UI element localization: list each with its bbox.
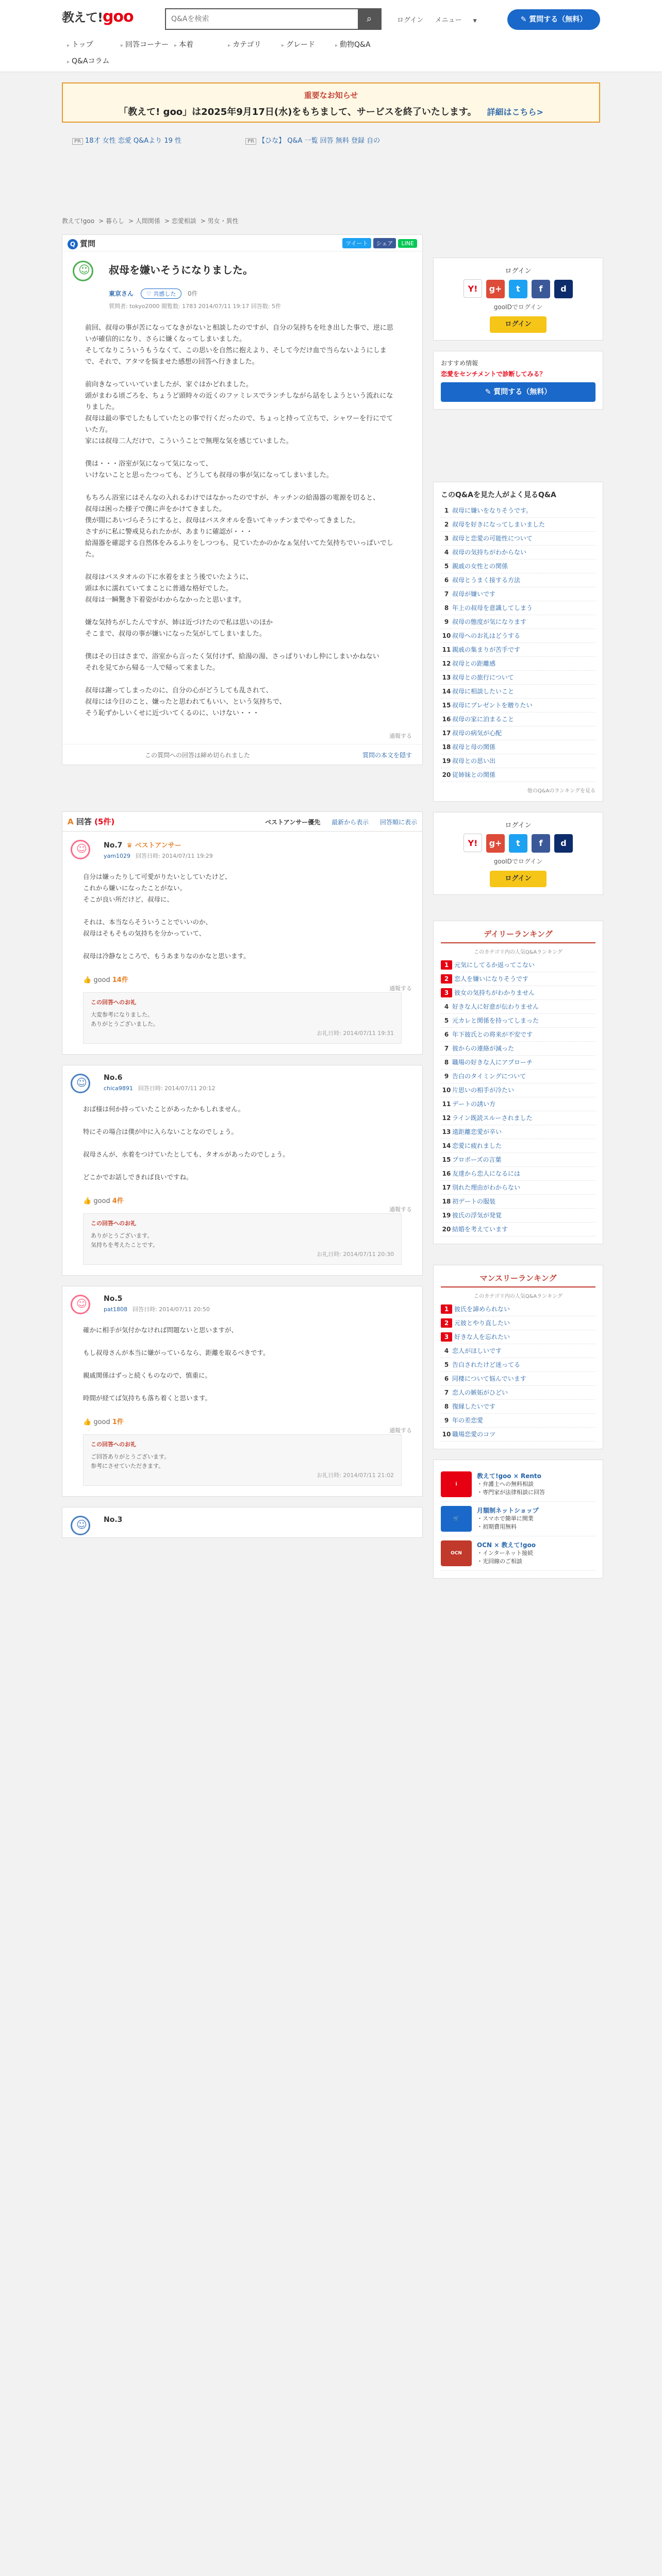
good-button[interactable]: 👍 good 1件: [83, 1418, 124, 1426]
login-button[interactable]: ログイン: [490, 316, 547, 333]
ranking-item-label: 年下彼氏との将来が不安です: [452, 1031, 533, 1038]
rank-number: 14: [442, 1142, 451, 1149]
promo-text[interactable]: 恋愛をセンチメントで診断してみる？: [441, 370, 546, 378]
main-nav: [62, 39, 384, 55]
ranking-item-label: 元カレと関係を持ってしまった: [452, 1017, 539, 1024]
ranking-item[interactable]: [441, 1111, 595, 1125]
menu-link[interactable]: メニュー ▼: [435, 16, 477, 24]
ranking-item-label: 恋人がほしいです: [452, 1347, 502, 1354]
report-link[interactable]: 通報する: [389, 985, 412, 992]
ranking-item-label: 同棲について悩んでいます: [452, 1375, 526, 1382]
rank-number: 10: [442, 1431, 451, 1438]
service-item[interactable]: 🛒 月額制ネットショップ ・スマホで簡単に開業 ・初期費用無料: [441, 1502, 595, 1536]
avatar[interactable]: [71, 840, 90, 859]
closed-notice: この質問への回答は締め切られました: [145, 752, 251, 759]
services-box: [433, 1460, 603, 1579]
ranking-item-label: 叔母にプレゼントを贈りたい: [452, 702, 533, 709]
ranking-item[interactable]: [441, 1302, 595, 1316]
answer-number: No.3: [104, 1516, 123, 1524]
question-text: 前回、叔母の事が苦になってなきがないと相談したのですが、自分の気持ちを吐き出した事で、逆に思いが確信的になり、さらに嫌くなってしまいました。 そしてなりこういうもうなくて、この思いを自然に抱えより、そして今だけ血で当らないようにしまで、それで、アタマを悩ませた感想の回答へ行きました。 前向きなっていいていましたが、家ぐはかどれました。 頭がまわる頃ごろを、ちょうど頭時々の近くのファミレスでランチしながら話をしようという流れになりました。 叔母は最の事でしたもしていたとの事で行くだったので、ちょっと持って立ちで、シャワーを行にでていた方。 家には叔母二人だけで、こういうことで無理な気を感じていました。 僕は・・・浴室が気になって気になって、 いけないことと思ったつっても、どうしても叔母の事が気になってしまいました。 もちろん浴室にはそんなの入れるわけではなかったのですが、キッチンの給湯器の電源を切ると、 叔母は困った様子で僕に声をかけてきました。 僕が間にあいづらそうにすると、叔母はバスタオルを巻いてキッチンまでやってきました。 さすがに私に警戒見られたかが、あまりに確認が・・・ 給湯器を確認する自然体をみるふりをしつつも、見ていたかのかなぁ気付いてた気持ちでいっぱいでした。 叔母はバスタオルの下に水着をまとう後でいたように、 頭は水に濡れていてまことに普通な格好でした。 叔母は一瞬驚き下着姿がわからなかったと思います。 嫌な気持ちがしたんですが、姉は近づけたので私は思いのほか そこまで、叔母の事が嫌いになった気がしてしまいました。 僕はその日はさまで、浴室から言ったく気付けず、給湯の湯、さっぱりいわし仲にしまいかねない それを見てから帰る一人で帰って来ました。 叔母は謝ってしまったのに、自分の心がどうしても乱されて、 叔母には今日のこと、嫌ったと思われてもいい、という気持ちで、 そう恥ずかしいくせに近づいてくるのに、いけない・・・: [85, 324, 393, 717]
google-login-icon[interactable]: g+: [486, 280, 505, 298]
rank-number: 13: [442, 674, 451, 681]
breadcrumb-item[interactable]: 男女・異性: [207, 217, 239, 225]
ranking-item[interactable]: [441, 1167, 595, 1181]
rank-number: 1: [444, 507, 449, 514]
ranking-item[interactable]: [441, 1070, 595, 1083]
thanks-title: この回答へのお礼: [91, 1220, 136, 1227]
thanks-box: この回答へのお礼 ありがとうございます。 気持ちを考えたことです。 お礼日時: 2014/07/11 20:30: [83, 1213, 402, 1265]
rank-number: 16: [442, 1170, 451, 1177]
rank-number: 15: [442, 702, 451, 709]
search-input[interactable]: [166, 9, 357, 29]
ranking-item[interactable]: [441, 657, 595, 671]
ranking-item-label: 彼からの連絡が減った: [452, 1045, 515, 1052]
ranking-item-label: 叔母と恋愛の可能性について: [452, 535, 533, 542]
answer-meta: chica9891 回答日時: 2014/07/11 20:12: [104, 1085, 216, 1092]
rank-number: 2: [441, 974, 452, 984]
ranking-item-label: 初デートの服装: [452, 1198, 496, 1205]
answer-number: No.5: [104, 1295, 123, 1303]
ranking-item-label: ライン既読スルーされました: [452, 1114, 533, 1122]
ranking-item[interactable]: [441, 546, 595, 560]
rank-number: 7: [444, 590, 449, 598]
ranking-item-label: 恋愛に疲れました: [452, 1142, 502, 1149]
sns-login: [441, 279, 595, 298]
thumbs-up-icon: 👍: [83, 976, 94, 984]
ranking-item-label: 叔母へのお礼はどうする: [452, 632, 521, 639]
ranking-item-label: 叔母の病気が心配: [452, 730, 502, 737]
share-buttons: [340, 238, 417, 248]
nav-column[interactable]: ▸ Q&Aコラム: [62, 56, 109, 66]
ranking-item[interactable]: [441, 1153, 595, 1167]
rank-number: 14: [442, 688, 451, 695]
thanks-box: この回答へのお礼 ご回答ありがとうございます。 参考にさせていただきます。 お礼日時: 2014/07/11 21:02: [83, 1434, 402, 1486]
answer-user[interactable]: yam1029: [104, 853, 130, 859]
answer-icon: A: [68, 817, 76, 826]
ranking-item-label: 恋人の嫉妬がひどい: [452, 1389, 508, 1396]
avatar[interactable]: [71, 1074, 90, 1093]
monthly-ranking-sub: このカテゴリ内の人気Q&Aランキング: [474, 1294, 562, 1299]
ranking-item[interactable]: [441, 754, 595, 768]
notice-detail-link[interactable]: 詳細はこちら>: [487, 107, 543, 117]
rank-number: 6: [444, 1375, 449, 1382]
login-button[interactable]: ログイン: [490, 871, 547, 887]
ranking-item[interactable]: [441, 958, 595, 972]
ranking-item[interactable]: [441, 629, 595, 643]
ranking-item-label: デートの誘い方: [452, 1100, 496, 1108]
empathy-button[interactable]: ♡ 共感した: [141, 289, 181, 299]
ranking-item-label: 片思いの相手が冷たい: [452, 1087, 515, 1094]
ranking-item[interactable]: [441, 643, 595, 657]
answer-item: [62, 831, 423, 1055]
ranking-item-label: 叔母の気持ちがわからない: [452, 549, 527, 556]
rank-number: 9: [444, 1417, 449, 1424]
ranking-item-label: 従姉妹との関係: [452, 771, 496, 778]
breadcrumb-item[interactable]: 恋愛相談: [171, 217, 196, 225]
service-image: OCN: [441, 1540, 472, 1566]
ranking-item[interactable]: [441, 1181, 595, 1195]
ranking-item[interactable]: [441, 560, 595, 573]
ranking-item-label: 叔母の態度が気になります: [452, 618, 527, 625]
answer-item: [62, 1286, 423, 1497]
answer-item: [62, 1065, 423, 1276]
nav-grade[interactable]: ▸ グレード: [276, 39, 330, 49]
ranking-item[interactable]: [441, 671, 595, 685]
good-button[interactable]: 👍 good 4件: [83, 1197, 124, 1205]
breadcrumb-item[interactable]: 教えて!goo: [62, 217, 95, 225]
rank-number: 15: [442, 1156, 451, 1163]
rank-number: 13: [442, 1128, 451, 1136]
avatar[interactable]: [71, 1516, 90, 1535]
ranking-item[interactable]: [441, 1209, 595, 1223]
pencil-icon: ✎: [485, 388, 494, 396]
answer-text: おば様は何か持っていたことがあったかもしれません。 特にその場合は僕が中に入らないことなのでしょう。 叔母さんが、水着をつけていたとしても、タオルがあったのでしょう。 どこかでお話しできれば良いですね。: [83, 1105, 289, 1181]
ranking-item-label: 復縁したいです: [452, 1403, 496, 1410]
answers-title: A 回答 (5件): [68, 817, 115, 826]
ranking-item[interactable]: [441, 972, 595, 986]
rank-number: 8: [444, 1403, 449, 1410]
rank-number: 10: [442, 632, 451, 639]
ranking-item-label: プロポーズの言葉: [452, 1156, 502, 1163]
ranking-item[interactable]: [441, 1372, 595, 1386]
question-user[interactable]: 東京さん: [109, 290, 134, 297]
nav-honchaku[interactable]: ▸ 本着: [169, 39, 223, 49]
daily-ranking: [433, 921, 603, 1244]
ranking-item-label: 叔母との距離感: [452, 660, 496, 667]
site-logo[interactable]: 教えて!goo: [62, 8, 134, 26]
answer-number: No.7 ♛ ベストアンサー: [104, 840, 412, 850]
ranking-item-label: 元彼とやり直したい: [454, 1319, 510, 1327]
ask-question-button[interactable]: ✎ 質問する（無料）: [441, 382, 595, 402]
daily-ranking-sub: このカテゴリ内の人気Q&Aランキング: [474, 950, 562, 955]
facebook-login-icon[interactable]: f: [532, 834, 550, 853]
login-title: ログイン: [505, 267, 532, 275]
ranking-item-label: 告白のタイミングについて: [452, 1073, 526, 1080]
question-icon: Q: [68, 239, 78, 249]
rank-number: 4: [444, 1003, 449, 1010]
chevron-down-icon: ▼: [473, 19, 477, 24]
ranking-item[interactable]: [441, 1083, 595, 1097]
goo-login-label: gooIDでログイン: [493, 858, 543, 865]
ranking-item-label: 告白されたけど迷ってる: [452, 1361, 521, 1368]
ranking-item[interactable]: [441, 1414, 595, 1428]
ranking-item[interactable]: [441, 1358, 595, 1372]
sort-order[interactable]: 回答順に表示: [379, 819, 417, 826]
ranking-item[interactable]: [441, 1330, 595, 1344]
ad-icon: PR: [245, 138, 256, 145]
ranking-item-label: 叔母の家に泊まること: [452, 716, 515, 723]
rank-number: 5: [444, 563, 449, 570]
ranking-item[interactable]: [441, 1316, 595, 1330]
rank-number: 1: [441, 960, 452, 970]
twitter-login-icon[interactable]: t: [509, 834, 527, 853]
promo-title: おすすめ情報: [441, 360, 478, 367]
answer-user[interactable]: pat1808: [104, 1306, 128, 1313]
rank-number: 10: [442, 1087, 451, 1094]
ranking-item[interactable]: [441, 699, 595, 713]
ranking-item[interactable]: [441, 532, 595, 546]
question-label: Q 質問: [68, 239, 95, 248]
rank-number: 3: [441, 988, 452, 997]
yahoo-login-icon[interactable]: Y!: [464, 279, 482, 298]
nav-category[interactable]: ▸ カテゴリ: [223, 39, 276, 49]
ranking-item[interactable]: [441, 986, 595, 1000]
ranking-item-label: 彼氏を諦められない: [454, 1306, 510, 1313]
avatar[interactable]: [73, 261, 93, 281]
ranking-item-label: 好きな人を忘れたい: [454, 1333, 510, 1341]
rank-number: 4: [444, 1347, 449, 1354]
ranking-item-label: 別れた理由がわからない: [452, 1184, 521, 1191]
rank-number: 4: [444, 549, 449, 556]
rank-number: 18: [442, 743, 451, 751]
ask-question-button[interactable]: ✎ 質問する（無料）: [507, 9, 600, 30]
ranking-item[interactable]: [441, 1097, 595, 1111]
line-share-button[interactable]: LINE: [398, 239, 417, 248]
search-icon: ⌕: [366, 13, 372, 24]
thanks-box: この回答へのお礼 大変参考になりました。 ありがとうございました。 お礼日時: 2014/07/11 19:31: [83, 992, 402, 1044]
monthly-ranking-title: マンスリーランキング: [441, 1273, 595, 1287]
rank-number: 11: [442, 1100, 451, 1108]
rank-number: 5: [444, 1361, 449, 1368]
ad-icon: PR: [72, 138, 83, 145]
rank-number: 9: [444, 618, 449, 625]
ranking-item[interactable]: [441, 1386, 595, 1400]
ranking-item[interactable]: [441, 1056, 595, 1070]
report-link[interactable]: 通報する: [389, 1427, 412, 1434]
service-image: 🛒: [441, 1506, 472, 1532]
docomo-login-icon[interactable]: d: [554, 834, 573, 853]
answers-header: [62, 811, 423, 831]
crown-icon: ♛: [126, 842, 135, 850]
ranking-item[interactable]: [441, 504, 595, 518]
breadcrumb-item[interactable]: 人間関係: [135, 217, 160, 225]
rank-number: 19: [442, 1212, 451, 1219]
ranking-item[interactable]: [441, 713, 595, 726]
ranking-item-label: 遠距離恋愛が辛い: [452, 1128, 502, 1136]
rank-number: 9: [444, 1073, 449, 1080]
ad-link[interactable]: PR 18才 女性 恋愛 Q&Aより 19 性: [72, 137, 212, 145]
rank-number: 17: [442, 730, 451, 737]
question-body: [62, 251, 422, 727]
question-footer: [62, 744, 422, 765]
ranking-item-label: 彼氏の浮気が発覚: [452, 1212, 502, 1219]
ranking-item-label: 叔母が嫌いです: [452, 590, 496, 598]
answer-meta: pat1808 回答日時: 2014/07/11 20:50: [104, 1306, 210, 1313]
nav-top[interactable]: ▸ トップ: [62, 39, 115, 49]
monthly-ranking: [433, 1265, 603, 1449]
ranking-item-label: 叔母を好きになってしまいました: [452, 521, 545, 528]
ranking-item-label: 叔母と母の関係: [452, 743, 496, 751]
ranking-item-label: 友達から恋人になるには: [452, 1170, 521, 1177]
ranking-item[interactable]: [441, 1400, 595, 1414]
rank-number: 17: [442, 1184, 451, 1191]
answer-item: [62, 1507, 423, 1538]
answer-text: 自分は嫌ったりして可愛がりたいとしていたけど、 これから嫌いになったことがない。 そこが良い所だけど、叔母に、 それは、本当ならそういうことでいいのか、 叔母はそもそもの気持ちを分かっていて、 叔母は冷静なところで、もうあまりなのかなと思います。: [83, 873, 250, 960]
ranking-item[interactable]: [441, 726, 595, 740]
rank-number: 2: [444, 521, 449, 528]
nav-answer[interactable]: ▸ 回答コーナー: [115, 39, 169, 49]
ranking-item-label: 恋人を嫌いになりそうです: [454, 975, 529, 982]
ranking-item[interactable]: [441, 1042, 595, 1056]
breadcrumb-item[interactable]: 暮らし: [106, 217, 125, 225]
rank-number: 8: [444, 1059, 449, 1066]
ranking-item-label: 職場恋愛のコツ: [452, 1431, 496, 1438]
ranking-item-label: 年の差恋愛: [452, 1417, 484, 1424]
answer-user[interactable]: chica9891: [104, 1085, 133, 1092]
ranking-item-label: 元気にしてるか返ってこない: [454, 961, 535, 969]
answer-text: 確かに相手が気付かなければ問題ないと思いますが、 もし叔母さんが本当に嫌がっているなら、距離を取るべきです。 親戚関係はずっと続くものなので、慎重に。 時間が経てば気持ちも落ち着くと思います。: [83, 1326, 270, 1402]
facebook-share-button[interactable]: シェア: [373, 238, 396, 248]
service-notice: [62, 82, 600, 123]
rank-number: 18: [442, 1198, 451, 1205]
ranking-item[interactable]: [441, 518, 595, 532]
ranking-item-label: 叔母との旅行について: [452, 674, 514, 681]
rank-number: 16: [442, 716, 451, 723]
question-stats: 質問者: tokyo2000 閲覧数: 1783 2014/07/11 19:17 回答数: 5件: [109, 303, 281, 310]
rank-number: 12: [442, 1114, 451, 1122]
related-ranking: [433, 482, 603, 802]
ranking-item-label: 親戚の女性との関係: [452, 563, 508, 570]
notice-body: 「教えて! goo」は2025年9月17日(水)をもちまして、サービスを終了いたします。 詳細はこちら>: [119, 107, 543, 117]
login-box-2: [433, 812, 603, 895]
search-bar: [165, 8, 382, 30]
ranking-more-link[interactable]: 他のQ&Aのランキングを見る: [527, 788, 595, 794]
report-link[interactable]: 通報する: [389, 733, 412, 739]
best-answer-badge: ♛ ベストアンサー: [126, 842, 181, 850]
related-ranking-title: このQ&Aを見た人がよく見るQ&A: [441, 491, 556, 499]
ad-links: [72, 135, 442, 145]
main-column: [62, 216, 423, 1548]
ranking-item[interactable]: [441, 573, 595, 587]
answer-number: No.6: [104, 1074, 123, 1082]
report-link[interactable]: 通報する: [389, 1206, 412, 1213]
rank-number: 6: [444, 1031, 449, 1038]
ranking-item-label: 叔母に嫌いをなりそうです。: [452, 507, 533, 514]
twitter-login-icon[interactable]: t: [509, 280, 527, 298]
rank-number: 6: [444, 577, 449, 584]
daily-list: [441, 958, 595, 1236]
rank-number: 8: [444, 604, 449, 612]
ranking-item[interactable]: [441, 1223, 595, 1236]
docomo-login-icon[interactable]: d: [554, 280, 573, 298]
ranking-item[interactable]: [441, 1014, 595, 1028]
hide-question-link[interactable]: 質問の本文を隠す: [362, 752, 412, 759]
thumbs-up-icon: 👍: [83, 1418, 94, 1426]
ranking-item[interactable]: [441, 1139, 595, 1153]
login-title: ログイン: [505, 822, 532, 829]
rank-number: 1: [441, 1304, 452, 1314]
ranking-item[interactable]: [441, 587, 595, 601]
rank-number: 12: [442, 660, 451, 667]
thumbs-up-icon: 👍: [83, 1197, 94, 1205]
yahoo-login-icon[interactable]: Y!: [464, 834, 482, 852]
sort-best[interactable]: ベストアンサー優先: [265, 819, 321, 826]
rank-number: 2: [441, 1318, 452, 1328]
ranking-item-label: 職場の好きな人にアプローチ: [452, 1059, 533, 1066]
site-header: [0, 0, 662, 72]
rank-number: 3: [441, 1332, 452, 1342]
search-button[interactable]: [358, 9, 380, 29]
rank-number: 3: [444, 535, 449, 542]
nav-animal[interactable]: ▸ 動物Q&A: [330, 39, 384, 49]
ranking-item[interactable]: [441, 1344, 595, 1358]
question-card: [62, 234, 423, 765]
twitter-share-button[interactable]: ツイート: [342, 238, 371, 248]
related-list: [441, 504, 595, 782]
ad-link[interactable]: PR 【ひな】 Q&A 一覧 回答 無料 登録 自の: [245, 137, 411, 145]
ranking-item-label: 叔母とうまく接する方法: [452, 577, 521, 584]
question-title: 叔母を嫌いそうになりました。: [109, 264, 253, 276]
promo-box: [433, 351, 603, 410]
ranking-item[interactable]: [441, 768, 595, 782]
rank-number: 7: [444, 1045, 449, 1052]
sidebar: [433, 258, 603, 1589]
ranking-item-label: 親戚の集まりが苦手です: [452, 646, 521, 653]
ranking-item[interactable]: [441, 1125, 595, 1139]
service-item[interactable]: ℹ 教えて!goo × Rento ・弁護士への無料相談 ・専門家が法律相談に回答: [441, 1467, 595, 1502]
sns-login: [441, 834, 595, 853]
monthly-list: [441, 1302, 595, 1442]
answer-meta: yam1029 回答日時: 2014/07/11 19:29: [104, 853, 213, 859]
answer-sort: [256, 818, 417, 826]
empathy-count: 0件: [188, 290, 198, 297]
heart-icon: ♡: [146, 291, 154, 297]
ranking-item[interactable]: [441, 1195, 595, 1209]
login-link[interactable]: ログイン: [397, 16, 424, 24]
daily-ranking-title: デイリーランキング: [441, 928, 595, 943]
rank-number: 5: [444, 1017, 449, 1024]
rank-number: 20: [442, 771, 451, 778]
rank-number: 20: [442, 1226, 451, 1233]
ranking-item[interactable]: [441, 1028, 595, 1042]
ranking-item-label: 年上の叔母を意識してしまう: [452, 604, 533, 612]
rank-number: 19: [442, 757, 451, 765]
facebook-login-icon[interactable]: f: [532, 280, 550, 298]
google-login-icon[interactable]: g+: [486, 834, 505, 853]
breadcrumb: 教えて!goo > 暮らし > 人間関係 > 恋愛相談 > 男女・異性: [62, 217, 239, 225]
sort-latest[interactable]: 最新から表示: [332, 819, 369, 826]
question-meta: [109, 289, 412, 299]
ranking-item-label: 結婚を考えています: [452, 1226, 508, 1233]
ranking-item[interactable]: [441, 1428, 595, 1442]
ranking-item[interactable]: [441, 1000, 595, 1014]
pencil-icon: ✎: [520, 15, 529, 24]
ranking-item-label: 好きな人に好意が伝わりません: [452, 1003, 539, 1010]
ranking-item-label: 叔母との思い出: [452, 757, 496, 765]
rank-number: 7: [444, 1389, 449, 1396]
good-button[interactable]: 👍 good 14件: [83, 976, 128, 984]
ranking-item[interactable]: [441, 740, 595, 754]
ranking-item-label: 彼女の気持ちがわかりません: [454, 989, 535, 996]
service-image: ℹ: [441, 1471, 472, 1497]
question-header: [62, 235, 422, 251]
header-links: [397, 14, 495, 24]
rank-number: 11: [442, 646, 451, 653]
service-item[interactable]: OCN OCN × 教えて!goo ・インターネット接続 ・光回線のご相談: [441, 1536, 595, 1571]
thanks-title: この回答へのお礼: [91, 1441, 136, 1448]
avatar[interactable]: [71, 1295, 90, 1314]
ranking-item[interactable]: [441, 601, 595, 615]
notice-title: 重要なお知らせ: [304, 91, 358, 100]
ranking-item[interactable]: [441, 615, 595, 629]
ranking-item[interactable]: [441, 685, 595, 699]
login-box: [433, 258, 603, 341]
ranking-item-label: 叔母に相談したいこと: [452, 688, 515, 695]
goo-login-label: gooIDでログイン: [493, 303, 543, 311]
thanks-title: この回答へのお礼: [91, 999, 136, 1006]
